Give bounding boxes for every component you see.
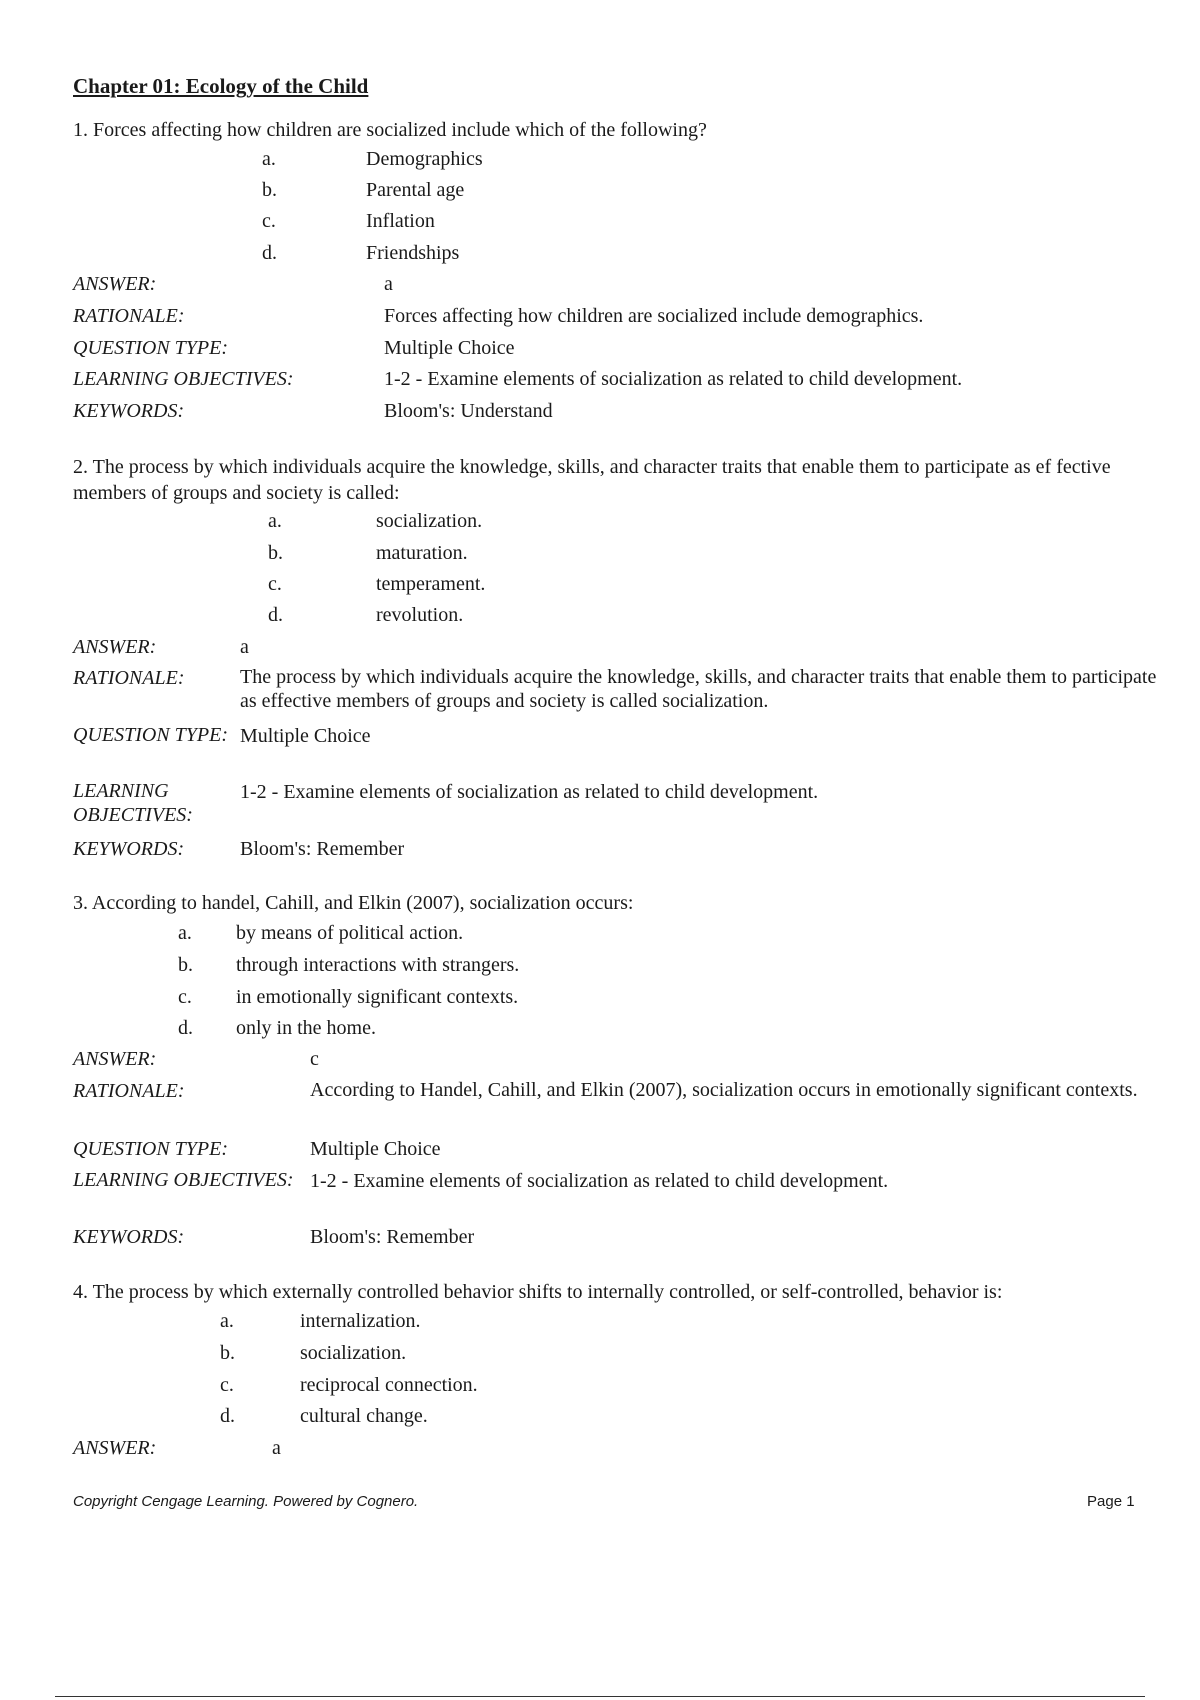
bottom-divider <box>55 1696 1145 1697</box>
footer-copyright: Copyright Cengage Learning. Powered by Cognero. <box>73 1493 419 1510</box>
option-text: reciprocal connection. <box>300 1374 478 1396</box>
option-letter: c. <box>268 573 282 595</box>
keywords-label: KEYWORDS: <box>73 838 185 860</box>
answer-value: c <box>310 1048 319 1070</box>
learning-objectives-label: LEARNING OBJECTIVES: <box>73 1169 294 1191</box>
option-letter: c. <box>262 210 276 232</box>
option-letter: b. <box>178 954 193 976</box>
question-type-label: QUESTION TYPE: <box>73 337 229 359</box>
option-text: socialization. <box>300 1342 407 1364</box>
option-text: revolution. <box>376 604 464 626</box>
learning-objectives-value: 1-2 - Examine elements of socialization as related to child development. <box>240 781 819 803</box>
question-type-value: Multiple Choice <box>384 337 515 359</box>
footer-page-number: Page 1 <box>1087 1493 1135 1510</box>
option-letter: b. <box>268 542 283 564</box>
learning-objectives-value: 1-2 - Examine elements of socialization as related to child development. <box>384 368 963 390</box>
option-letter: a. <box>220 1310 234 1332</box>
option-text: Friendships <box>366 242 460 264</box>
rationale-value: According to Handel, Cahill, and Elkin (2007), socialization occurs in emotionally significant contexts. <box>310 1079 1138 1101</box>
learning-objectives-value: 1-2 - Examine elements of socialization as related to child development. <box>310 1170 889 1192</box>
option-letter: a. <box>268 510 282 532</box>
question-type-value: Multiple Choice <box>310 1138 441 1160</box>
answer-label: ANSWER: <box>73 1437 157 1459</box>
option-text: by means of political action. <box>236 922 464 944</box>
option-text: Inflation <box>366 210 435 232</box>
option-letter: d. <box>220 1405 235 1427</box>
option-text: Parental age <box>366 179 465 201</box>
option-letter: c. <box>178 986 192 1008</box>
option-text: in emotionally significant contexts. <box>236 986 519 1008</box>
keywords-value: Bloom's: Remember <box>310 1226 475 1248</box>
option-letter: b. <box>262 179 277 201</box>
question-type-label: QUESTION TYPE: <box>73 724 229 746</box>
answer-value: a <box>384 273 393 295</box>
chapter-title: Chapter 01: Ecology of the Child <box>73 74 369 98</box>
option-letter: d. <box>178 1017 193 1039</box>
option-letter: b. <box>220 1342 235 1364</box>
question-text: 4. The process by which externally controlled behavior shifts to internally controlled, or self-controlled, behavior is: <box>73 1281 1003 1303</box>
question-text: 1. Forces affecting how children are socialized include which of the following? <box>73 119 707 141</box>
option-text: only in the home. <box>236 1017 376 1039</box>
option-text: cultural change. <box>300 1405 428 1427</box>
option-letter: a. <box>178 922 192 944</box>
rationale-label: RATIONALE: <box>73 305 185 327</box>
answer-label: ANSWER: <box>73 636 157 658</box>
rationale-label: RATIONALE: <box>73 1080 185 1102</box>
answer-value: a <box>272 1437 281 1459</box>
question-text: 2. The process by which individuals acquire the knowledge, skills, and character traits that enable them to participate as ef fective members of groups and society is called: <box>73 456 1111 504</box>
keywords-value: Bloom's: Understand <box>384 400 553 422</box>
rationale-value: The process by which individuals acquire the knowledge, skills, and character traits that enable them to participate as effective members of groups and society is called socialization. <box>240 666 1157 712</box>
option-text: socialization. <box>376 510 483 532</box>
keywords-label: KEYWORDS: <box>73 1226 185 1248</box>
rationale-value: Forces affecting how children are socialized include demographics. <box>384 305 924 327</box>
answer-label: ANSWER: <box>73 1048 157 1070</box>
option-letter: d. <box>268 604 283 626</box>
answer-label: ANSWER: <box>73 273 157 295</box>
option-text: internalization. <box>300 1310 421 1332</box>
question-text: 3. According to handel, Cahill, and Elkin (2007), socialization occurs: <box>73 892 634 914</box>
option-letter: d. <box>262 242 277 264</box>
keywords-label: KEYWORDS: <box>73 400 185 422</box>
option-text: through interactions with strangers. <box>236 954 520 976</box>
rationale-label: RATIONALE: <box>73 667 185 689</box>
question-type-label: QUESTION TYPE: <box>73 1138 229 1160</box>
option-letter: a. <box>262 148 276 170</box>
learning-objectives-label: LEARNING OBJECTIVES: <box>73 368 294 390</box>
option-text: temperament. <box>376 573 486 595</box>
learning-objectives-label: LEARNING OBJECTIVES: <box>73 780 193 826</box>
answer-value: a <box>240 636 249 658</box>
question-type-value: Multiple Choice <box>240 725 371 747</box>
keywords-value: Bloom's: Remember <box>240 838 405 860</box>
option-letter: c. <box>220 1374 234 1396</box>
option-text: maturation. <box>376 542 468 564</box>
option-text: Demographics <box>366 148 483 170</box>
